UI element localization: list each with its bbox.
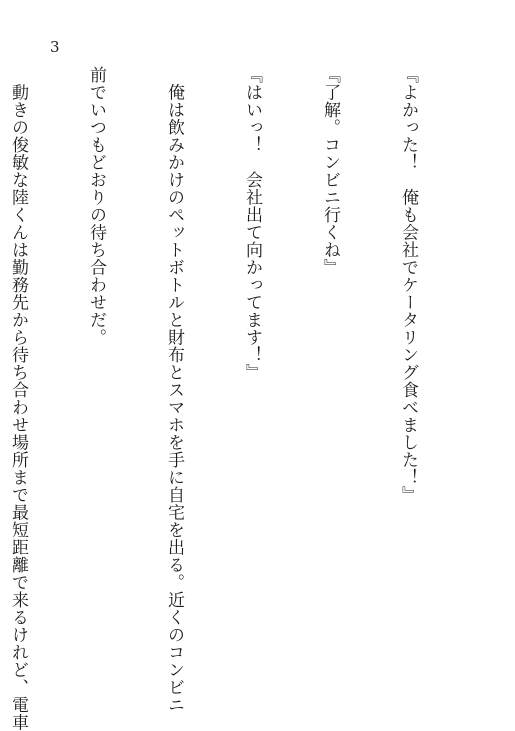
text-line: 『了解。コンビニ行くね』	[320, 66, 340, 276]
text-line: 『はいっ！ 会社出て向かってます！』	[242, 66, 262, 381]
text-line: 前でいつもどおりの待ち合わせだ。	[86, 66, 106, 346]
page-number: 3	[50, 38, 60, 56]
text-line: 『よかった！ 俺も会社でケータリング食べました！』	[398, 66, 418, 504]
text-line: 俺は飲みかけのペットボトルと財布とスマホを手に自宅を出る。近くのコンビニ	[164, 66, 184, 714]
text-line: 動きの俊敏な陸くんは勤務先から待ち合わせ場所まで最短距離で来るけれど、電車	[8, 66, 28, 731]
body-text	[0, 66, 473, 731]
